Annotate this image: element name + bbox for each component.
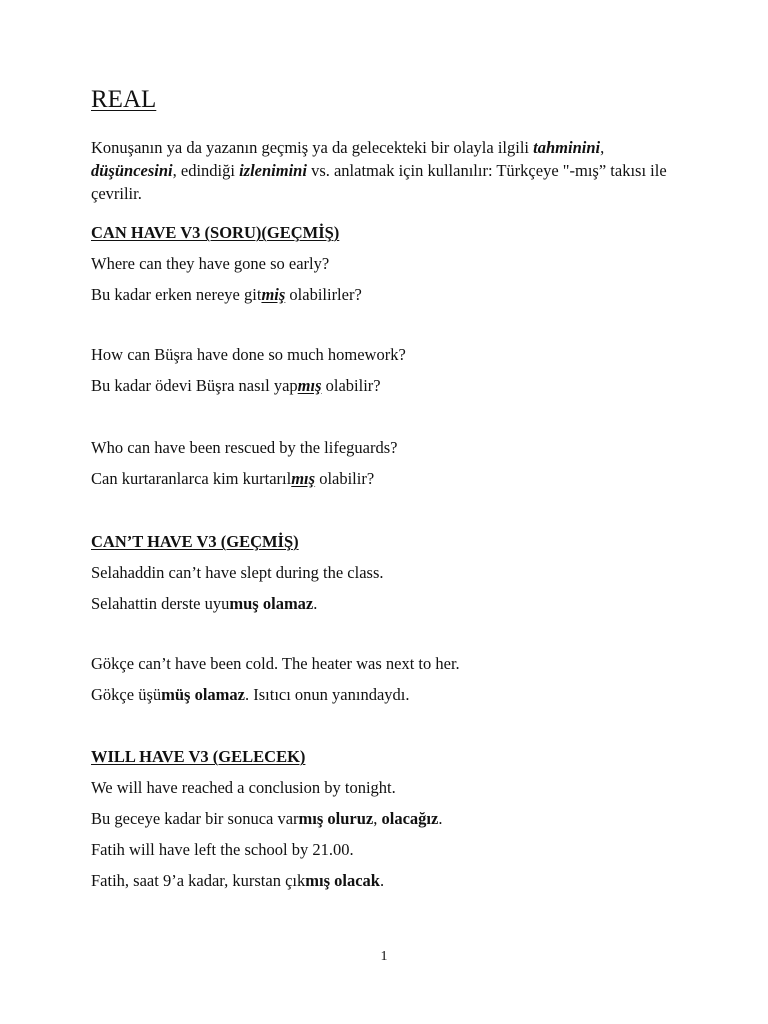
suffix-highlight: müş olamaz [161, 685, 245, 704]
intro-text: vs. anlatmak için kullanılır: Türkçeye "-mış” takısı ile çevrilir. [91, 161, 667, 203]
translation-sentence [91, 376, 381, 396]
translation-text: Selahattin derste uyu [91, 594, 230, 613]
translation-sentence [91, 469, 374, 489]
page-number: 1 [380, 949, 388, 964]
translation-text: Fatih, saat 9’a kadar, kurstan çık [91, 871, 306, 890]
translation-text: , [373, 809, 382, 828]
translation-sentence [91, 594, 317, 614]
suffix-highlight: mış [297, 376, 322, 395]
example-sentence: We will have reached a conclusion by tonight. [91, 778, 396, 797]
translation-text: olabilir? [321, 376, 381, 395]
intro-paragraph [91, 136, 691, 205]
section-heading-will-have: WILL HAVE V3 (GELECEK) [91, 747, 306, 766]
translation-text: olabilirler? [285, 285, 362, 304]
translation-sentence [91, 685, 410, 705]
translation-text: Bu kadar ödevi Büşra nasıl yap [91, 376, 298, 395]
intro-text: Konuşanın ya da yazanın geçmiş ya da gelecekteki bir olayla ilgili [91, 138, 534, 157]
suffix-highlight: mış [291, 469, 316, 488]
translation-text: Bu geceye kadar bir sonuca var [91, 809, 299, 828]
example-sentence: Gökçe can’t have been cold. The heater was next to her. [91, 654, 460, 673]
example-sentence: Fatih will have left the school by 21.00. [91, 840, 354, 859]
suffix-highlight: muş olamaz [229, 594, 314, 613]
example-sentence: Selahaddin can’t have slept during the class. [91, 563, 384, 582]
suffix-highlight: miş [261, 285, 286, 304]
translation-text: olabilir? [315, 469, 375, 488]
translation-text: . [379, 871, 385, 890]
intro-text: , edindiği [172, 161, 240, 180]
section-heading-cant-have: CAN’T HAVE V3 (GEÇMİŞ) [91, 532, 299, 551]
intro-emphasis-dusuncesini: düşüncesini [91, 161, 173, 180]
intro-text: , [600, 138, 605, 157]
translation-text: Bu kadar erken nereye git [91, 285, 262, 304]
example-sentence: How can Büşra have done so much homework? [91, 345, 406, 364]
example-sentence: Who can have been rescued by the lifeguards? [91, 438, 398, 457]
translation-text: . Isıtıcı onun yanındaydı. [244, 685, 410, 704]
translation-sentence [91, 871, 384, 891]
translation-text: . [313, 594, 318, 613]
translation-text: . [438, 809, 443, 828]
translation-sentence [91, 285, 362, 305]
section-heading-can-have: CAN HAVE V3 (SORU)(GEÇMİŞ) [91, 223, 340, 242]
translation-text: Can kurtaranlarca kim kurtarıl [91, 469, 292, 488]
example-sentence: Where can they have gone so early? [91, 254, 330, 273]
suffix-highlight: mış oluruz [298, 809, 374, 828]
intro-emphasis-tahminini: tahminini [533, 138, 601, 157]
translation-sentence [91, 809, 442, 829]
translation-text: Gökçe üşü [91, 685, 162, 704]
suffix-highlight: olacağız [381, 809, 439, 828]
page-title: REAL [91, 86, 157, 113]
intro-emphasis-izlenimini: izlenimini [239, 161, 307, 180]
suffix-highlight: mış olacak [305, 871, 380, 890]
